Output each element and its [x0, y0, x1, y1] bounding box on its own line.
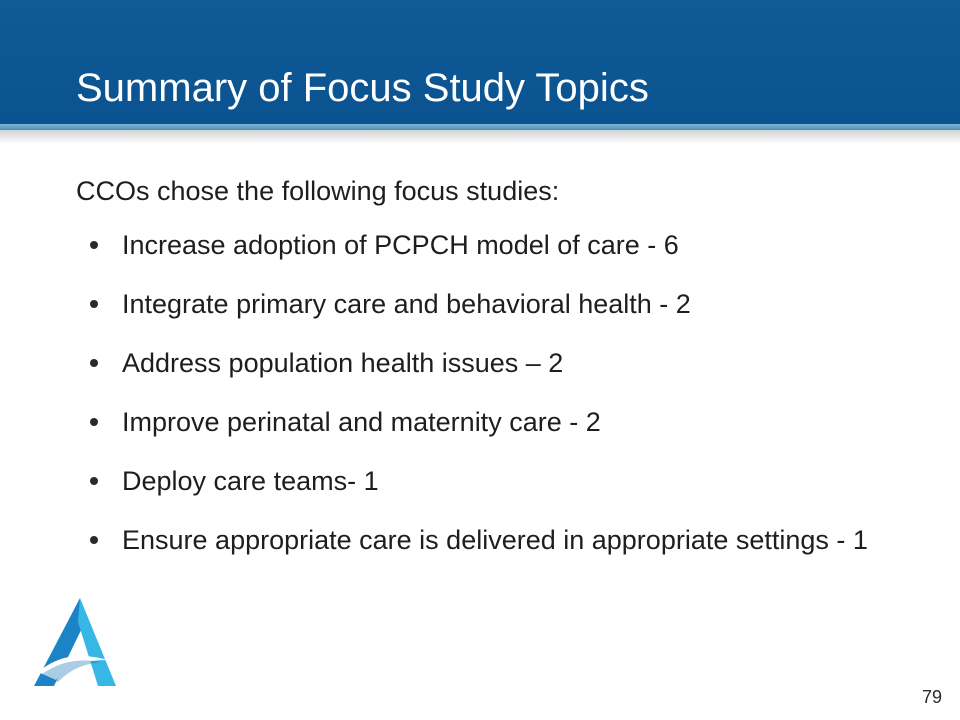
list-item-text: Improve perinatal and maternity care - 2 [122, 407, 601, 437]
bullet-icon [90, 241, 98, 249]
page-number: 79 [921, 687, 942, 707]
focus-study-list [76, 226, 896, 560]
list-item-text: Deploy care teams- 1 [122, 466, 379, 496]
bullet-icon [90, 300, 98, 308]
list-item [90, 403, 896, 442]
list-item [90, 344, 896, 383]
list-item-text: Increase adoption of PCPCH model of care - 6 [122, 230, 679, 260]
bullet-icon [90, 359, 98, 367]
intro-text: CCOs chose the following focus studies: [76, 176, 560, 206]
page-title: Summary of Focus Study Topics [76, 66, 649, 110]
list-item-text: Integrate primary care and behavioral health - 2 [122, 289, 691, 319]
list-item-text: Address population health issues – 2 [122, 348, 564, 378]
list-item [90, 285, 896, 324]
header-shadow [0, 130, 960, 144]
list-item-text: Ensure appropriate care is delivered in appropriate settings - 1 [122, 525, 868, 555]
bullet-icon [90, 536, 98, 544]
list-item [90, 462, 896, 501]
triangle-a-logo-icon [28, 594, 122, 690]
list-item [90, 521, 896, 560]
slide-content [76, 170, 896, 580]
bullet-icon [90, 477, 98, 485]
bullet-icon [90, 418, 98, 426]
list-item [90, 226, 896, 265]
